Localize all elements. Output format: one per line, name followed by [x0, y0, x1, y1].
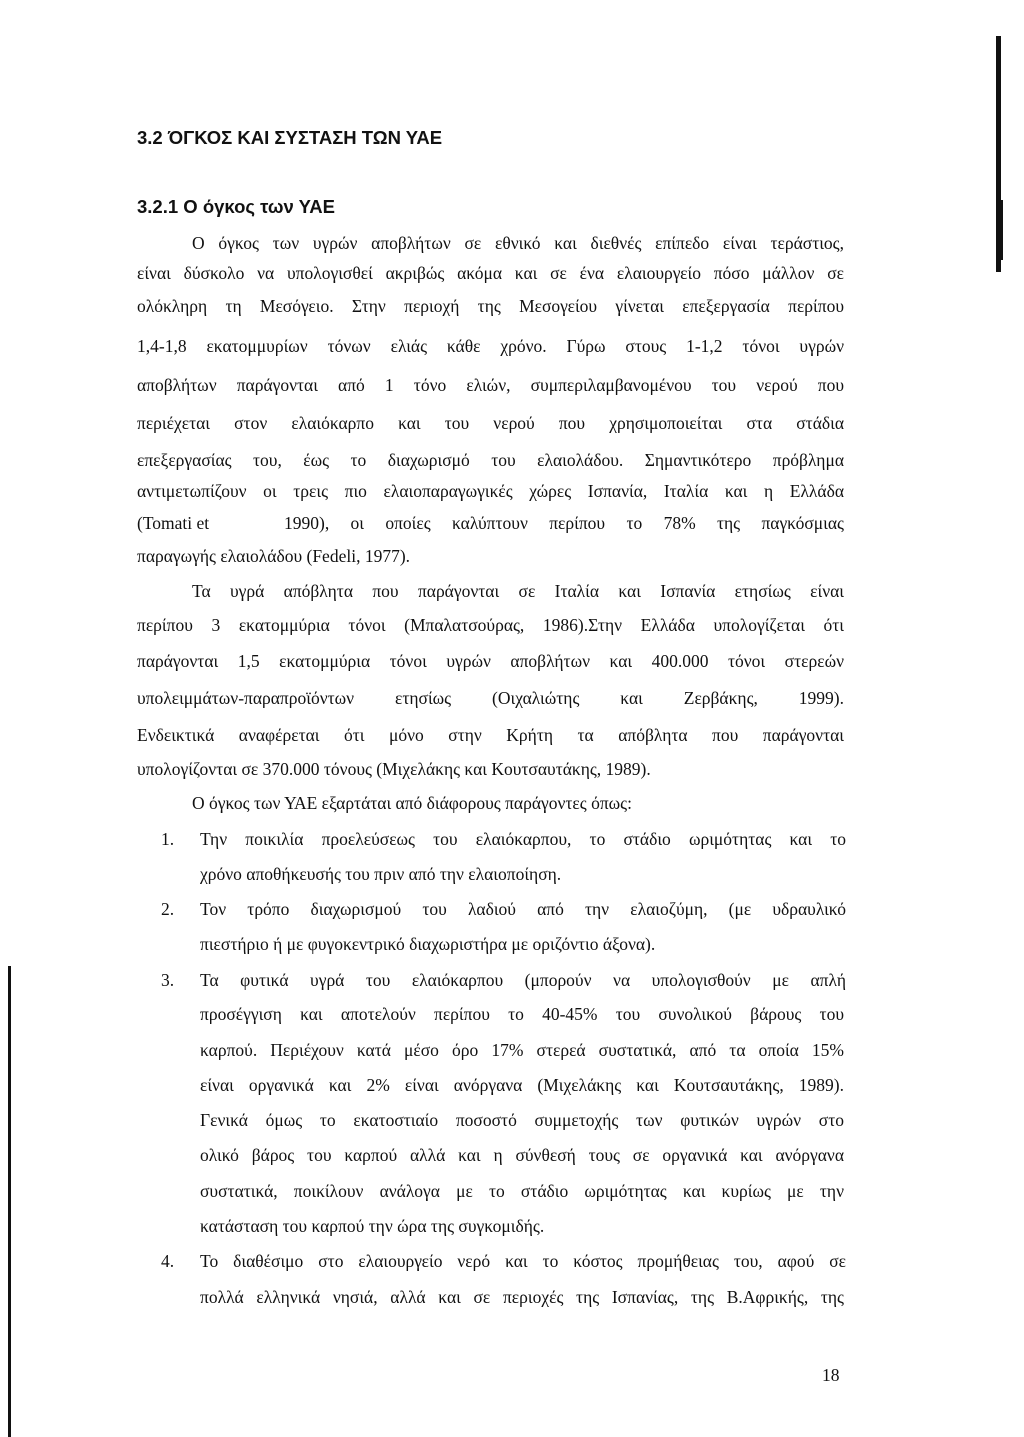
list-item-line: Γενικά όμως το εκατοστιαίο ποσοστό συμμετοχής των φυτικών υγρών στο	[200, 1110, 844, 1130]
list-item-line: καρπού. Περιέχουν κατά μέσο όρο 17% στερεά συστατικά, από τα οποία 15%	[200, 1040, 844, 1060]
paragraph-line: είναι δύσκολο να υπολογισθεί ακριβώς ακόμα και σε ένα ελαιουργείο πόσο μάλλον σε	[137, 263, 844, 283]
list-item-number: 3.	[161, 970, 175, 990]
list-item-line: ολικό βάρος του καρπού αλλά και η σύνθεσή τους σε οργανικά και ανόργανα	[200, 1145, 844, 1165]
list-item-line: συστατικά, ποικίλουν ανάλογα με το στάδιο ωριμότητας και κυρίως με την	[200, 1181, 844, 1201]
paragraph-line: παραγωγής ελαιολάδου (Fedeli, 1977).	[137, 546, 411, 566]
paragraph-line: Τα υγρά απόβλητα που παράγονται σε Ιταλία και Ισπανία ετησίως είναι	[192, 581, 844, 601]
paragraph-line: αντιμετωπίζουν οι τρεις πιο ελαιοπαραγωγικές χώρες Ισπανία, Ιταλία και η Ελλάδα	[137, 481, 844, 501]
subsection-title: 3.2.1 Ο όγκος των ΥΑΕ	[137, 196, 335, 217]
paragraph-line: αποβλήτων παράγονται από 1 τόνο ελιών, συμπεριλαμβανομένου του νερού που	[137, 375, 844, 395]
paragraph-line: 1990), οι οποίες καλύπτουν περίπου το 78% της παγκόσμιας	[284, 513, 844, 533]
scan-edge-line	[1001, 200, 1003, 260]
list-item-line: Τον τρόπο διαχωρισμού του λαδιού από την ελαιοζύμη, (με υδραυλικό	[200, 899, 846, 919]
list-item-line: Την ποικιλία προελεύσεως του ελαιόκαρπου, το στάδιο ωριμότητας και το	[200, 829, 846, 849]
list-item-line: προσέγγιση και αποτελούν περίπου το 40-45% του συνολικού βάρους του	[200, 1004, 844, 1024]
list-item-line: κατάσταση του καρπού την ώρα της συγκομιδής.	[200, 1216, 545, 1236]
list-item-number: 1.	[161, 829, 175, 849]
paragraph-line: περιέχεται στον ελαιόκαρπο και του νερού που χρησιμοποιείται στα στάδια	[137, 413, 844, 433]
paragraph-line: επεξεργασίας του, έως το διαχωρισμό του ελαιολάδου. Σημαντικότερο πρόβλημα	[137, 450, 844, 470]
list-item-number: 4.	[161, 1251, 175, 1271]
list-intro: Ο όγκος των ΥΑΕ εξαρτάται από διάφορους παράγοντες όπως:	[192, 793, 632, 813]
section-title: 3.2 ΌΓΚΟΣ ΚΑΙ ΣΥΣΤΑΣΗ ΤΩΝ ΥΑΕ	[137, 127, 443, 148]
paragraph-line: 1,4-1,8 εκατομμυρίων τόνων ελιάς κάθε χρόνο. Γύρω στους 1-1,2 τόνοι υγρών	[137, 336, 844, 356]
list-item-line: πολλά ελληνικά νησιά, αλλά και σε περιοχές της Ισπανίας, της Β.Αφρικής, της	[200, 1287, 844, 1307]
paragraph-line: Ο όγκος των υγρών αποβλήτων σε εθνικό και διεθνές επίπεδο είναι τεράστιος,	[192, 233, 844, 253]
list-item-line: είναι οργανικά και 2% είναι ανόργανα (Μιχελάκης και Κουτσαυτάκης, 1989).	[200, 1075, 844, 1095]
list-item-line: πιεστήριο ή με φυγοκεντρικό διαχωριστήρα με οριζόντιο άξονα).	[200, 934, 656, 954]
paragraph-line: υπολογίζονται σε 370.000 τόνους (Μιχελάκης και Κουτσαυτάκης, 1989).	[137, 759, 651, 779]
list-item-number: 2.	[161, 899, 175, 919]
list-item-line: χρόνο αποθήκευσής του πριν από την ελαιοποίηση.	[200, 864, 562, 884]
list-item-line: Τα φυτικά υγρά του ελαιόκαρπου (μπορούν να υπολογισθούν με απλή	[200, 970, 846, 990]
paragraph-line: παράγονται 1,5 εκατομμύρια τόνοι υγρών αποβλήτων και 400.000 τόνοι στερεών	[137, 651, 844, 671]
page-number: 18	[822, 1365, 840, 1385]
list-item-line: Το διαθέσιμο στο ελαιουργείο νερό και το κόστος προμήθειας του, αφού σε	[200, 1251, 846, 1271]
paragraph-line: ολόκληρη τη Μεσόγειο. Στην περιοχή της Μεσογείου γίνεται επεξεργασία περίπου	[137, 296, 844, 316]
paragraph-line: Ενδεικτικά αναφέρεται ότι μόνο στην Κρήτη τα απόβλητα που παράγονται	[137, 725, 844, 745]
paragraph-line: υπολειμμάτων-παραπροϊόντων ετησίως (Οιχαλιώτης και Ζερβάκης, 1999).	[137, 688, 844, 708]
citation-prefix: (Tomati et	[137, 513, 210, 533]
scan-edge-line	[8, 966, 11, 1437]
paragraph-line: περίπου 3 εκατομμύρια τόνοι (Μπαλατσούρας, 1986).Στην Ελλάδα υπολογίζεται ότι	[137, 615, 844, 635]
